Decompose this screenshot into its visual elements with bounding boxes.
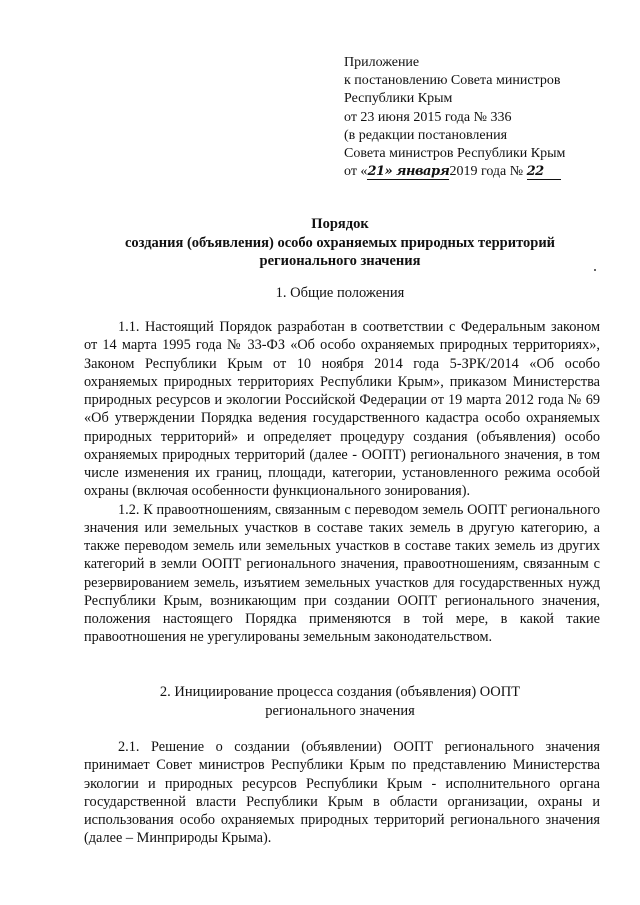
appendix-header (344, 54, 624, 181)
section-1-heading: 1. Общие положения (275, 285, 405, 301)
header-line-council: Совета министров Республики Крым (344, 146, 566, 162)
paragraph-2-1: 2.1. Решение о создании (объявлении) ООПТ регионального значения принимает Совет министров Республики Крым по представлению Министерства экологии и природных ресурсов Республики Крым - исполнительного органа государственной власти Республики Крым в области организации, охраны и использования особо охраняемых природных территорий регионального значения (далее – Минприроды Крыма). (84, 739, 600, 847)
document-title (60, 215, 620, 271)
title-line-3: регионального значения (259, 253, 421, 269)
title-line-1: Порядок (311, 216, 369, 232)
header-line-appendix: Приложение (344, 55, 420, 70)
scan-speck (594, 269, 596, 271)
amendment-date-middle: 2019 года № (449, 164, 524, 180)
header-line-amendment-date (344, 163, 624, 181)
header-line-edition: (в редакции постановления (344, 127, 508, 143)
section-2-body (84, 738, 600, 848)
handwritten-date: 21» января (367, 164, 450, 180)
amendment-date-prefix: от « (344, 164, 368, 180)
paragraph-1-1: 1.1. Настоящий Порядок разработан в соответствии с Федеральным законом от 14 марта 1995 года № 33-ФЗ «Об особо охраняемых природных территориях», Законом Республики Крым от 10 ноября 2014 года 5-ЗРК/2014 «Об особо охраняемых природных территориях Республики Крым», приказом Министерства природных ресурсов и экологии Российской Федерации от 19 марта 2012 года № 69 «Об утверждении Порядка ведения государственного кадастра особо охраняемых природных территорий» и определяет процедуру создания (объявления) особо охраняемых природных территорий (далее - ООПТ) регионального значения, в том числе изменения их границ, площади, категории, установленного режима особой охраны (включая особенности функционального зонирования). (84, 319, 600, 500)
section-1-body (84, 318, 600, 647)
title-line-2: создания (объявления) особо охраняемых природных территорий (124, 234, 556, 251)
section-2-heading-line-1: 2. Инициирование процесса создания (объявления) ООПТ (159, 684, 521, 700)
section-2-heading (60, 683, 620, 720)
header-line-date-number: от 23 июня 2015 года № 336 (344, 109, 512, 125)
header-line-resolution: к постановлению Совета министров (344, 73, 561, 89)
paragraph-1-2: 1.2. К правоотношениям, связанным с переводом земель ООПТ регионального значения или земельных участков в составе таких земель в другую категорию, а также переводом земель или земельных участков в составе таких земель из других категорий в земли ООПТ регионального значения, правоотношениям, связанным с резервированием земель, изъятием земельных участков для государственных нужд Республики Крым, возникающим при создании ООПТ регионального значения, положения настоящего Порядка применяются в той мере, в какой такие правоотношения не урегулированы земельным законодательством. (84, 501, 600, 646)
handwritten-number: 22 (527, 165, 561, 180)
section-2-heading-line-2: регионального значения (265, 702, 415, 719)
header-line-republic: Республики Крым (344, 91, 453, 107)
